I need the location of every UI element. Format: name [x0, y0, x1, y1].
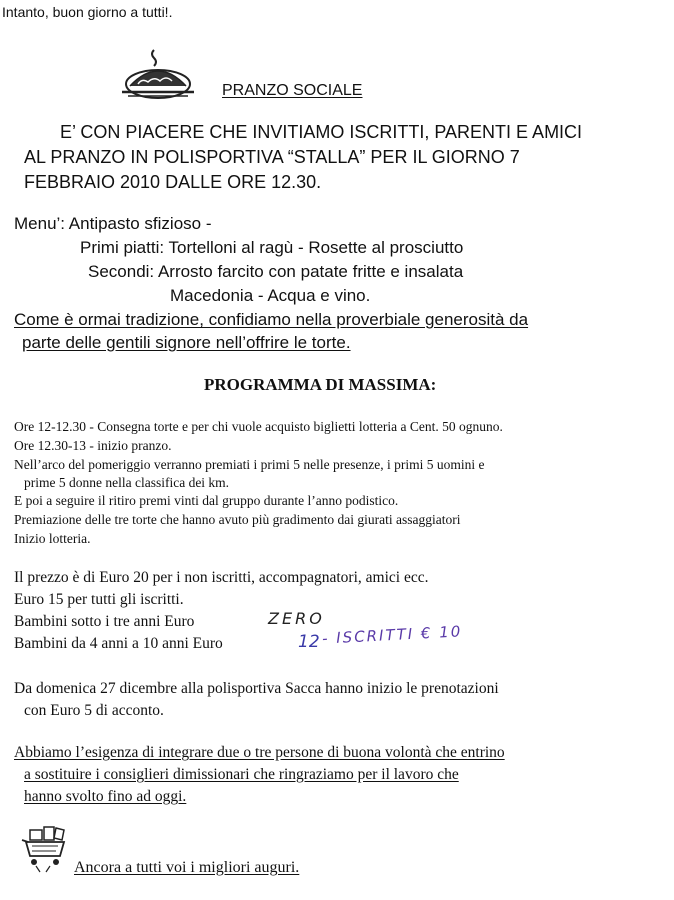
- handwritten-zero: ZERO: [268, 609, 325, 628]
- greeting-text: Intanto, buon giorno a tutti!.: [2, 4, 173, 20]
- volunteers-line-2: a sostituire i consiglieri dimissionari che ringraziamo per il lavoro che: [24, 766, 459, 783]
- invite-line-3: FEBBRAIO 2010 DALLE ORE 12.30.: [24, 172, 322, 192]
- menu-line-4: Macedonia - Acqua e vino.: [170, 286, 371, 305]
- handwritten-note: - ISCRITTI € 10: [321, 622, 463, 648]
- menu-line-1: Menu’: Antipasto sfizioso -: [14, 214, 212, 233]
- invite-line-1: E’ CON PIACERE CHE INVITIAMO ISCRITTI, PARENTI E AMICI: [60, 122, 583, 142]
- roast-turkey-icon: [118, 46, 198, 102]
- program-line-2: Ore 12.30-13 - inizio pranzo.: [14, 438, 172, 453]
- gift-cart-icon: [20, 824, 72, 874]
- program-line-5: E poi a seguire il ritiro premi vinti dal gruppo durante l’anno podistico.: [14, 493, 399, 508]
- volunteers-line-3: hanno svolto fino ad oggi.: [24, 788, 187, 805]
- page-title: PRANZO SOCIALE: [222, 82, 363, 99]
- program-line-6: Premiazione delle tre torte che hanno avuto più gradimento dai giurati assaggiatori: [14, 512, 461, 527]
- tradition-line-2: parte delle gentili signore nell’offrire le torte.: [22, 333, 351, 352]
- program-line-7: Inizio lotteria.: [14, 531, 91, 546]
- price-line-4: Bambini da 4 anni a 10 anni Euro: [14, 635, 223, 652]
- menu-line-2: Primi piatti: Tortelloni al ragù - Rosette al prosciutto: [80, 238, 464, 257]
- reservation-line-1: Da domenica 27 dicembre alla polisportiva Sacca hanno inizio le prenotazioni: [14, 680, 499, 697]
- closing-text: Ancora a tutti voi i migliori auguri.: [74, 859, 300, 876]
- reservation-line-2: con Euro 5 di acconto.: [24, 702, 164, 719]
- invite-line-2: AL PRANZO IN POLISPORTIVA “STALLA” PER IL GIORNO 7: [24, 147, 520, 167]
- tradition-line-1: Come è ormai tradizione, confidiamo nella proverbiale generosità da: [14, 310, 529, 329]
- menu-line-3: Secondi: Arrosto farcito con patate fritte e insalata: [88, 262, 464, 281]
- price-line-2: Euro 15 per tutti gli iscritti.: [14, 591, 184, 608]
- handwritten-amount: 12: [298, 632, 320, 652]
- price-line-3: Bambini sotto i tre anni Euro: [14, 613, 195, 630]
- program-title: PROGRAMMA DI MASSIMA:: [204, 375, 437, 394]
- program-line-3: Nell’arco del pomeriggio verranno premiati i primi 5 nelle presenze, i primi 5 uomini e: [14, 457, 485, 472]
- program-line-1: Ore 12-12.30 - Consegna torte e per chi vuole acquisto biglietti lotteria a Cent. 50 ognuno.: [14, 419, 503, 434]
- price-line-1: Il prezzo è di Euro 20 per i non iscritti, accompagnatori, amici ecc.: [14, 569, 429, 586]
- volunteers-line-1: Abbiamo l’esigenza di integrare due o tre persone di buona volontà che entrino: [14, 744, 505, 761]
- program-line-4: prime 5 donne nella classifica dei km.: [24, 475, 230, 490]
